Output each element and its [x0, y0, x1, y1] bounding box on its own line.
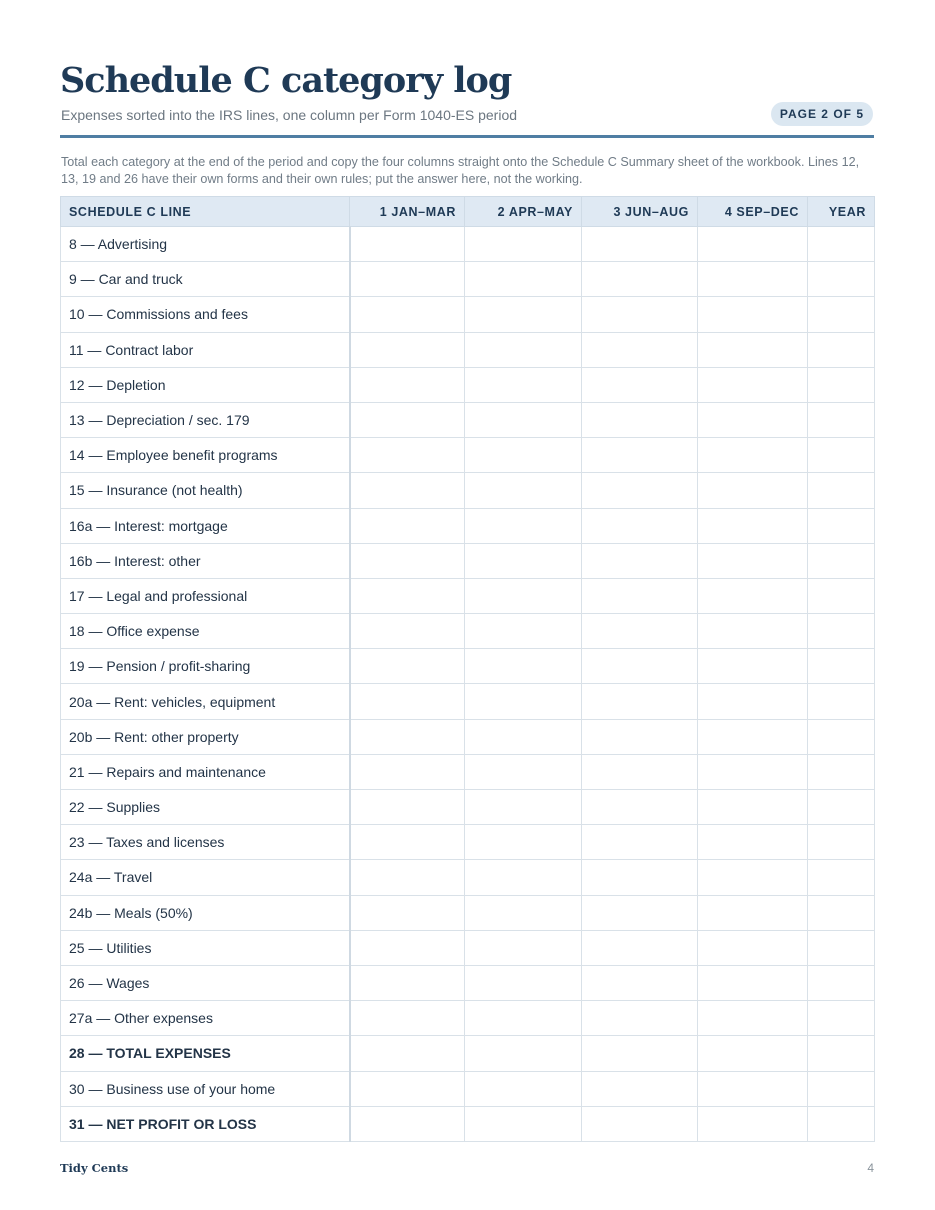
line-label: 31 — NET PROFIT OR LOSS [61, 1106, 350, 1141]
year-cell[interactable] [808, 473, 875, 508]
title-divider [60, 135, 874, 138]
table-row [61, 825, 875, 860]
period-4-cell[interactable] [698, 860, 808, 895]
column-header-year: YEAR [808, 197, 875, 227]
year-cell[interactable] [808, 930, 875, 965]
period-1-cell[interactable] [350, 965, 465, 1000]
period-4-cell[interactable] [698, 297, 808, 332]
year-cell[interactable] [808, 790, 875, 825]
period-1-cell[interactable] [350, 895, 465, 930]
period-2-cell[interactable] [465, 649, 582, 684]
year-cell[interactable] [808, 543, 875, 578]
period-4-cell[interactable] [698, 508, 808, 543]
period-3-cell[interactable] [582, 1001, 698, 1036]
period-1-cell[interactable] [350, 578, 465, 613]
year-cell[interactable] [808, 402, 875, 437]
period-2-cell[interactable] [465, 332, 582, 367]
year-cell[interactable] [808, 825, 875, 860]
year-cell[interactable] [808, 1001, 875, 1036]
line-label: 23 — Taxes and licenses [61, 825, 350, 860]
table-row [61, 1106, 875, 1141]
column-header-period-1: 1 JAN–MAR [350, 197, 465, 227]
period-4-cell[interactable] [698, 227, 808, 262]
column-header-period-2: 2 APR–MAY [465, 197, 582, 227]
year-cell[interactable] [808, 367, 875, 402]
period-4-cell[interactable] [698, 543, 808, 578]
period-3-cell[interactable] [582, 1106, 698, 1141]
period-3-cell[interactable] [582, 332, 698, 367]
period-4-cell[interactable] [698, 332, 808, 367]
line-label: 24a — Travel [61, 860, 350, 895]
period-3-cell[interactable] [582, 684, 698, 719]
period-1-cell[interactable] [350, 402, 465, 437]
period-2-cell[interactable] [465, 754, 582, 789]
column-header-period-4: 4 SEP–DEC [698, 197, 808, 227]
period-4-cell[interactable] [698, 1106, 808, 1141]
period-2-cell[interactable] [465, 297, 582, 332]
line-label: 16b — Interest: other [61, 543, 350, 578]
period-4-cell[interactable] [698, 614, 808, 649]
period-3-cell[interactable] [582, 402, 698, 437]
period-3-cell[interactable] [582, 649, 698, 684]
period-1-cell[interactable] [350, 543, 465, 578]
table-row [61, 754, 875, 789]
table-row [61, 543, 875, 578]
period-2-cell[interactable] [465, 895, 582, 930]
column-header-period-3: 3 JUN–AUG [582, 197, 698, 227]
period-4-cell[interactable] [698, 930, 808, 965]
table-row [61, 473, 875, 508]
year-cell[interactable] [808, 965, 875, 1000]
period-2-cell[interactable] [465, 965, 582, 1000]
year-cell[interactable] [808, 860, 875, 895]
table-row [61, 297, 875, 332]
period-1-cell[interactable] [350, 719, 465, 754]
period-4-cell[interactable] [698, 790, 808, 825]
line-label: 16a — Interest: mortgage [61, 508, 350, 543]
period-1-cell[interactable] [350, 227, 465, 262]
period-3-cell[interactable] [582, 790, 698, 825]
table-row [61, 649, 875, 684]
period-3-cell[interactable] [582, 930, 698, 965]
period-2-cell[interactable] [465, 367, 582, 402]
period-3-cell[interactable] [582, 719, 698, 754]
period-4-cell[interactable] [698, 1071, 808, 1106]
period-2-cell[interactable] [465, 1071, 582, 1106]
period-4-cell[interactable] [698, 262, 808, 297]
year-cell[interactable] [808, 614, 875, 649]
year-cell[interactable] [808, 332, 875, 367]
year-cell[interactable] [808, 1071, 875, 1106]
period-4-cell[interactable] [698, 649, 808, 684]
period-1-cell[interactable] [350, 367, 465, 402]
period-4-cell[interactable] [698, 402, 808, 437]
year-cell[interactable] [808, 262, 875, 297]
table-row [61, 1071, 875, 1106]
table-row [61, 895, 875, 930]
period-4-cell[interactable] [698, 438, 808, 473]
period-3-cell[interactable] [582, 297, 698, 332]
period-4-cell[interactable] [698, 367, 808, 402]
table-row [61, 402, 875, 437]
period-2-cell[interactable] [465, 790, 582, 825]
period-3-cell[interactable] [582, 473, 698, 508]
line-label: 30 — Business use of your home [61, 1071, 350, 1106]
period-3-cell[interactable] [582, 754, 698, 789]
line-label: 9 — Car and truck [61, 262, 350, 297]
period-2-cell[interactable] [465, 578, 582, 613]
intro-text: Total each category at the end of the period and copy the four columns straight onto the Schedule C Summary sheet of the workbook. Lines 12, 13, 19 and 26 have their own forms and their own rules; put the answer here, not the working. [61, 155, 860, 186]
year-cell[interactable] [808, 684, 875, 719]
year-cell[interactable] [808, 297, 875, 332]
period-2-cell[interactable] [465, 1036, 582, 1071]
table-row [61, 860, 875, 895]
line-label: 21 — Repairs and maintenance [61, 754, 350, 789]
line-label: 15 — Insurance (not health) [61, 473, 350, 508]
year-cell[interactable] [808, 754, 875, 789]
period-1-cell[interactable] [350, 684, 465, 719]
period-1-cell[interactable] [350, 1071, 465, 1106]
period-2-cell[interactable] [465, 508, 582, 543]
period-4-cell[interactable] [698, 684, 808, 719]
period-2-cell[interactable] [465, 402, 582, 437]
period-4-cell[interactable] [698, 754, 808, 789]
line-label: 18 — Office expense [61, 614, 350, 649]
table-row [61, 1001, 875, 1036]
period-3-cell[interactable] [582, 1071, 698, 1106]
year-cell[interactable] [808, 895, 875, 930]
table-row [61, 1036, 875, 1071]
line-label: 12 — Depletion [61, 367, 350, 402]
line-label: 11 — Contract labor [61, 332, 350, 367]
table-row [61, 965, 875, 1000]
period-2-cell[interactable] [465, 473, 582, 508]
period-2-cell[interactable] [465, 438, 582, 473]
period-4-cell[interactable] [698, 719, 808, 754]
period-3-cell[interactable] [582, 578, 698, 613]
period-2-cell[interactable] [465, 543, 582, 578]
period-3-cell[interactable] [582, 508, 698, 543]
period-3-cell[interactable] [582, 1036, 698, 1071]
period-3-cell[interactable] [582, 543, 698, 578]
period-2-cell[interactable] [465, 719, 582, 754]
line-label: 22 — Supplies [61, 790, 350, 825]
line-label: 20a — Rent: vehicles, equipment [61, 684, 350, 719]
table-row [61, 614, 875, 649]
table-row [61, 508, 875, 543]
period-4-cell[interactable] [698, 895, 808, 930]
period-4-cell[interactable] [698, 965, 808, 1000]
period-2-cell[interactable] [465, 614, 582, 649]
period-2-cell[interactable] [465, 262, 582, 297]
period-1-cell[interactable] [350, 860, 465, 895]
period-1-cell[interactable] [350, 473, 465, 508]
period-2-cell[interactable] [465, 1001, 582, 1036]
footer-brand: Tidy Cents [60, 1161, 129, 1175]
line-label: 20b — Rent: other property [61, 719, 350, 754]
line-label: 27a — Other expenses [61, 1001, 350, 1036]
period-1-cell[interactable] [350, 508, 465, 543]
period-1-cell[interactable] [350, 649, 465, 684]
table-row [61, 684, 875, 719]
period-1-cell[interactable] [350, 262, 465, 297]
line-label: 19 — Pension / profit-sharing [61, 649, 350, 684]
line-label: 26 — Wages [61, 965, 350, 1000]
period-3-cell[interactable] [582, 614, 698, 649]
line-label: 24b — Meals (50%) [61, 895, 350, 930]
period-2-cell[interactable] [465, 860, 582, 895]
line-label: 8 — Advertising [61, 227, 350, 262]
page-indicator-badge: PAGE 2 OF 5 [771, 102, 873, 126]
period-3-cell[interactable] [582, 965, 698, 1000]
year-cell[interactable] [808, 1036, 875, 1071]
year-cell[interactable] [808, 578, 875, 613]
year-cell[interactable] [808, 1106, 875, 1141]
table-row [61, 438, 875, 473]
table-row [61, 578, 875, 613]
period-4-cell[interactable] [698, 1036, 808, 1071]
period-3-cell[interactable] [582, 367, 698, 402]
period-2-cell[interactable] [465, 930, 582, 965]
column-header-line: SCHEDULE C LINE [61, 197, 350, 227]
line-label: 25 — Utilities [61, 930, 350, 965]
period-1-cell[interactable] [350, 1036, 465, 1071]
period-3-cell[interactable] [582, 860, 698, 895]
period-3-cell[interactable] [582, 438, 698, 473]
period-4-cell[interactable] [698, 825, 808, 860]
table-row [61, 227, 875, 262]
year-cell[interactable] [808, 508, 875, 543]
period-2-cell[interactable] [465, 227, 582, 262]
period-3-cell[interactable] [582, 262, 698, 297]
year-cell[interactable] [808, 227, 875, 262]
period-3-cell[interactable] [582, 825, 698, 860]
table-row [61, 332, 875, 367]
line-label: 10 — Commissions and fees [61, 297, 350, 332]
period-4-cell[interactable] [698, 473, 808, 508]
period-1-cell[interactable] [350, 1001, 465, 1036]
year-cell[interactable] [808, 438, 875, 473]
page-title: Schedule C category log [60, 60, 512, 101]
line-label: 13 — Depreciation / sec. 179 [61, 402, 350, 437]
period-3-cell[interactable] [582, 227, 698, 262]
period-4-cell[interactable] [698, 1001, 808, 1036]
table-row [61, 930, 875, 965]
schedule-c-table [60, 196, 875, 1142]
table-row [61, 790, 875, 825]
line-label: 14 — Employee benefit programs [61, 438, 350, 473]
table-row [61, 367, 875, 402]
period-1-cell[interactable] [350, 297, 465, 332]
table-row [61, 262, 875, 297]
period-1-cell[interactable] [350, 754, 465, 789]
year-cell[interactable] [808, 649, 875, 684]
table-body [61, 227, 875, 1142]
period-2-cell[interactable] [465, 1106, 582, 1141]
line-label: 28 — TOTAL EXPENSES [61, 1036, 350, 1071]
period-1-cell[interactable] [350, 438, 465, 473]
period-1-cell[interactable] [350, 790, 465, 825]
table-row [61, 719, 875, 754]
year-cell[interactable] [808, 719, 875, 754]
period-3-cell[interactable] [582, 895, 698, 930]
footer-page-number: 4 [867, 1161, 874, 1175]
period-1-cell[interactable] [350, 332, 465, 367]
period-2-cell[interactable] [465, 684, 582, 719]
period-1-cell[interactable] [350, 1106, 465, 1141]
table-header-row [61, 197, 875, 227]
period-4-cell[interactable] [698, 578, 808, 613]
period-1-cell[interactable] [350, 825, 465, 860]
period-1-cell[interactable] [350, 614, 465, 649]
page-subtitle: Expenses sorted into the IRS lines, one column per Form 1040-ES period [61, 107, 518, 123]
period-1-cell[interactable] [350, 930, 465, 965]
line-label: 17 — Legal and professional [61, 578, 350, 613]
period-2-cell[interactable] [465, 825, 582, 860]
